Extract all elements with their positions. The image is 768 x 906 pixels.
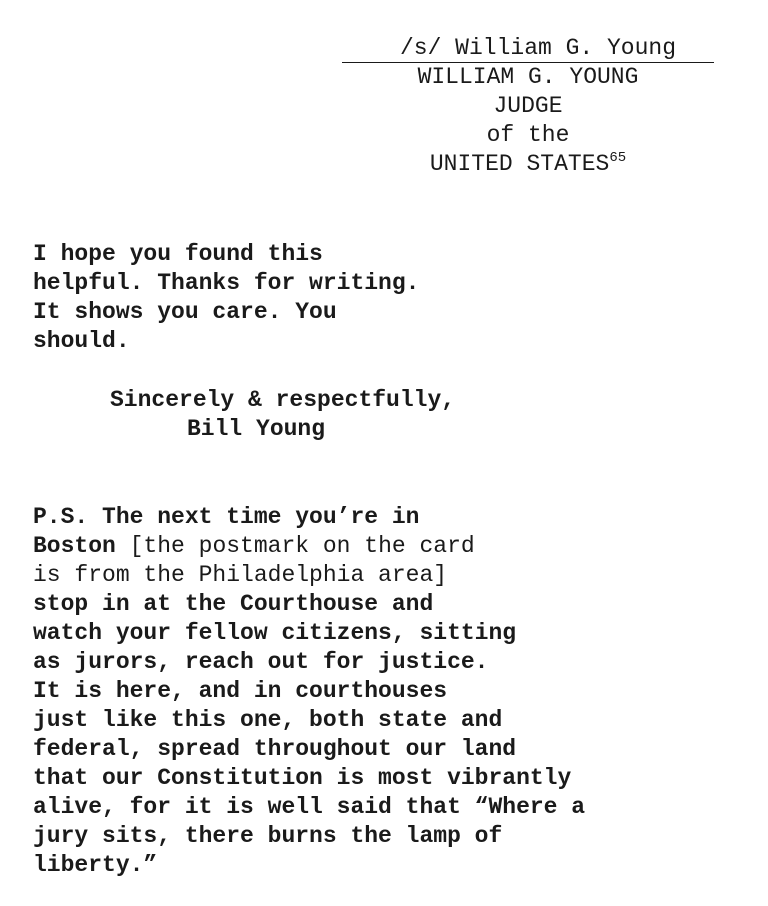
signed-name: /s/ William G. Young (399, 35, 677, 61)
ps-line: P.S. The next time you’re in (33, 504, 420, 530)
ps-line: jury sits, there burns the lamp of (33, 823, 503, 849)
judge-country: UNITED STATES (429, 151, 610, 177)
paragraph-line: I hope you found this (33, 241, 323, 267)
ps-line: liberty.” (33, 852, 158, 878)
ps-bracket-note: [the postmark on the card (115, 533, 475, 559)
judge-title: JUDGE (493, 93, 563, 119)
ps-line: watch your fellow citizens, sitting (33, 620, 517, 646)
ps-line: stop in at the Courthouse and (33, 591, 434, 617)
judge-name: WILLIAM G. YOUNG (417, 64, 639, 90)
paragraph-line: helpful. Thanks for writing. (33, 270, 420, 296)
ps-line: as jurors, reach out for justice. (33, 649, 489, 675)
ps-line: alive, for it is well said that “Where a (33, 794, 586, 820)
footnote-marker: 65 (609, 150, 627, 166)
paragraph-thanks (33, 240, 419, 356)
judge-of: of the (486, 122, 570, 148)
ps-bracket-note-cont: is from the Philadelphia area] (33, 562, 448, 588)
paragraph-line: should. (33, 328, 130, 354)
ps-line: It is here, and in courthouses (33, 678, 448, 704)
signature-line (342, 34, 714, 63)
valediction: Sincerely & respectfully, (110, 387, 456, 413)
ps-line: federal, spread throughout our land (33, 736, 517, 762)
judge-country-line (342, 150, 714, 179)
signer-name: Bill Young (187, 416, 326, 442)
signature-block (342, 34, 714, 179)
postscript (33, 503, 585, 880)
ps-line-boston: Boston (33, 533, 116, 559)
ps-line: just like this one, both state and (33, 707, 503, 733)
ps-line: that our Constitution is most vibrantly (33, 765, 572, 791)
paragraph-line: It shows you care. You (33, 299, 337, 325)
